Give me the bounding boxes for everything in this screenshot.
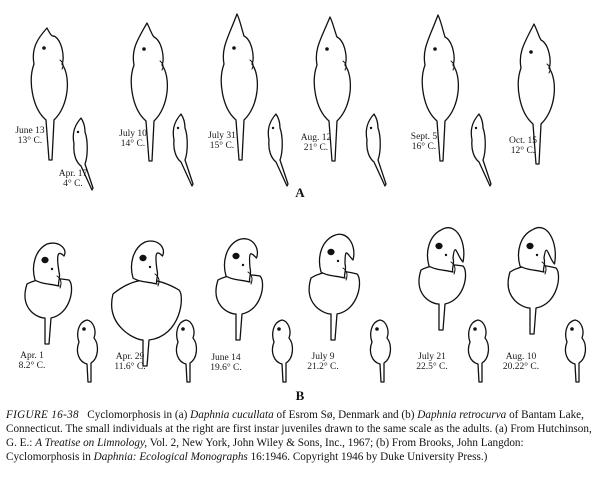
panel-a-row	[15, 14, 554, 190]
daphnia-juvenile-body	[268, 114, 288, 186]
daphnia-adult-carapace	[25, 279, 72, 344]
compound-eye	[325, 47, 329, 51]
daphnia-adult-carapace	[419, 265, 466, 330]
specimen-a-5	[411, 15, 491, 186]
specimen-date: June 13	[15, 126, 45, 136]
compound-eye	[526, 243, 533, 249]
caption-text: of Bantam Lake, Connecticut. The small individuals at the right are first instar juveniles drawn to the same scale as the adults. (a) From Hutchinson, G. E.:	[6, 409, 592, 449]
specimen-temperature: 11.6° C.	[114, 362, 146, 372]
daphnia-juvenile-body	[272, 320, 292, 382]
specimen-temperature: 21° C.	[303, 143, 329, 153]
specimen-temperature: 20.22° C.	[502, 362, 540, 372]
compound-eye	[370, 127, 372, 129]
specimen-date: July 9	[311, 352, 335, 362]
specimen-b-1	[19, 243, 98, 382]
caption-journal-title: Daphnia: Ecological Monographs	[93, 450, 248, 463]
caption-text: Cyclomorphosis in (a)	[87, 409, 191, 421]
specimen-a-4	[301, 17, 386, 186]
compound-eye	[375, 327, 379, 331]
compound-eye	[181, 327, 185, 331]
specimen-temperature: 19.6° C.	[210, 363, 242, 373]
juvenile-temperature: 4° C.	[63, 179, 83, 189]
compound-eye	[232, 253, 239, 259]
compound-eye	[139, 255, 146, 261]
compound-eye	[475, 127, 477, 129]
specimen-temperature: 21.2° C.	[307, 362, 339, 372]
specimen-temperature: 13° C.	[17, 136, 43, 146]
compound-eye	[82, 327, 86, 331]
specimen-a-3	[208, 14, 288, 186]
ocellus	[51, 268, 53, 270]
specimen-date: July 21	[418, 352, 446, 362]
caption-species-a: Daphnia cucullata	[190, 409, 274, 421]
panel-b-row	[19, 228, 586, 382]
ocellus	[536, 254, 538, 256]
compound-eye	[177, 127, 179, 129]
caption-text: 16:1946. Copyright 1946 by Duke University Press.)	[247, 450, 488, 463]
daphnia-adult-carapace	[508, 265, 558, 334]
specimen-temperature: 15° C.	[209, 141, 235, 151]
compound-eye	[327, 249, 334, 255]
compound-eye	[41, 257, 48, 263]
specimen-a-1	[15, 28, 93, 190]
specimen-temperature: 8.2° C.	[18, 361, 46, 371]
daphnia-adult-carapace	[309, 271, 359, 340]
caption-text: Vol. 2, New York, John Wiley & Sons, Inc., 1967; (b) From Brooks, John Langdon: Cyclomorphosis in	[6, 436, 524, 463]
specimen-temperature: 12° C.	[510, 146, 536, 156]
daphnia-adult-helmet	[320, 234, 354, 278]
caption-species-b: Daphnia retrocurva	[417, 409, 507, 421]
specimen-a-6	[509, 24, 554, 164]
ocellus	[242, 264, 244, 266]
compound-eye	[77, 131, 79, 133]
juvenile-date: Apr. 17	[58, 169, 88, 179]
daphnia-juvenile-body	[471, 114, 491, 186]
panel-b-letter: B	[295, 388, 305, 403]
compound-eye	[42, 46, 46, 50]
compound-eye	[529, 50, 533, 54]
compound-eye	[142, 47, 146, 51]
specimen-date: June 14	[211, 353, 241, 363]
ocellus	[149, 266, 151, 268]
specimen-date: Oct. 15	[509, 136, 537, 146]
daphnia-juvenile-body	[366, 114, 386, 186]
specimen-b-4	[307, 234, 390, 382]
compound-eye	[277, 327, 281, 331]
caption-figure-number: FIGURE 16-38	[6, 409, 79, 421]
juvenile-label-a	[59, 169, 88, 189]
specimen-temperature: 16° C.	[411, 142, 437, 152]
panel-a-letter: A	[295, 185, 305, 200]
specimen-a-2	[119, 23, 193, 186]
compound-eye	[570, 327, 574, 331]
specimen-date: Aug. 12	[300, 133, 332, 143]
figure-caption	[6, 409, 592, 465]
specimen-b-5	[416, 228, 488, 382]
daphnia-juvenile-body	[565, 320, 585, 382]
daphnia-adult-helmet	[519, 228, 556, 272]
daphnia-juvenile-body	[370, 320, 390, 382]
specimen-date: Sept. 5	[410, 132, 438, 142]
specimen-date: Apr. 1	[20, 351, 44, 361]
daphnia-juvenile-body	[173, 114, 193, 186]
specimen-date: Apr. 29	[115, 352, 145, 362]
specimen-b-2	[112, 241, 197, 382]
specimen-b-6	[503, 228, 586, 382]
daphnia-juvenile-body	[468, 320, 488, 382]
ocellus	[337, 260, 339, 262]
daphnia-adult-carapace	[216, 275, 263, 340]
caption-book-title: A Treatise on Limnology,	[35, 436, 148, 449]
compound-eye	[435, 243, 442, 249]
specimen-date: Aug. 10	[505, 352, 537, 362]
ocellus	[445, 254, 447, 256]
compound-eye	[433, 47, 437, 51]
specimen-b-3	[210, 239, 292, 382]
specimen-date: July 31	[208, 131, 236, 141]
compound-eye	[232, 46, 236, 50]
caption-text: of Esrom Sø, Denmark and (b)	[273, 409, 418, 421]
specimen-temperature: 22.5° C.	[416, 362, 448, 372]
compound-eye	[473, 327, 477, 331]
specimen-date: July 10	[119, 129, 147, 139]
daphnia-juvenile-body	[77, 320, 97, 382]
daphnia-juvenile-body	[176, 320, 196, 382]
compound-eye	[272, 127, 274, 129]
specimen-temperature: 14° C.	[120, 139, 146, 149]
